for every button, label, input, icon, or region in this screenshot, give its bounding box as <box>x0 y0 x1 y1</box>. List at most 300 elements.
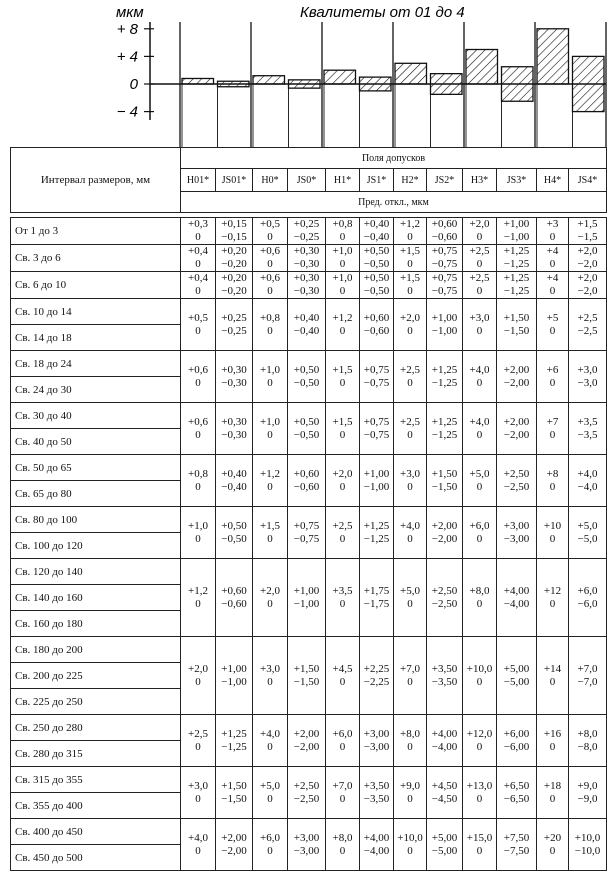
deviation-cell <box>497 559 537 637</box>
lower-deviation: 0 <box>407 376 413 389</box>
deviation-cell <box>569 767 607 819</box>
upper-deviation: +16 <box>543 727 562 740</box>
upper-deviation: +1,0 <box>260 415 280 428</box>
upper-deviation: +1,25 <box>503 245 530 257</box>
deviation-cell <box>326 403 360 455</box>
lower-deviation: 0 <box>267 231 273 243</box>
deviation-cell <box>394 351 427 403</box>
upper-deviation: +14 <box>543 662 562 675</box>
deviation-cell <box>569 559 607 637</box>
upper-deviation: +0,5 <box>188 311 208 324</box>
interval-label: Св. 355 до 400 <box>11 792 180 818</box>
tolerance-code: JS1* <box>360 169 394 192</box>
upper-deviation: +0,8 <box>188 467 208 480</box>
deviation-cell <box>253 819 288 871</box>
upper-deviation: +5,00 <box>431 831 458 844</box>
deviation-cell <box>360 507 394 559</box>
deviation-cell <box>360 351 394 403</box>
upper-deviation: +6,0 <box>260 831 280 844</box>
table-row <box>11 637 607 715</box>
deviation-cell <box>497 299 537 351</box>
upper-deviation: +0,30 <box>221 415 247 428</box>
deviation-cell <box>181 715 216 767</box>
upper-deviation: +0,6 <box>260 272 280 284</box>
tolerance-bar-js2 <box>431 74 463 95</box>
upper-deviation: +1,2 <box>188 584 208 597</box>
upper-deviation: +1,0 <box>188 519 208 532</box>
deviation-cell <box>181 218 216 245</box>
lower-deviation: −0,20 <box>221 285 247 297</box>
deviation-cell <box>569 245 607 272</box>
lower-deviation: 0 <box>339 597 346 610</box>
deviation-cell <box>427 455 463 507</box>
upper-deviation: +1,2 <box>260 467 280 480</box>
lower-deviation: −0,75 <box>431 285 458 297</box>
upper-deviation: +1,50 <box>503 311 530 324</box>
lower-deviation: −3,00 <box>503 532 530 545</box>
deviation-cell <box>216 637 253 715</box>
deviation-cell <box>537 403 569 455</box>
lower-deviation: 0 <box>339 792 346 805</box>
interval-cell <box>11 245 181 272</box>
deviation-cell <box>394 403 427 455</box>
upper-deviation: +2,00 <box>221 831 247 844</box>
upper-deviation: +0,75 <box>293 519 320 532</box>
lower-deviation: 0 <box>476 285 483 297</box>
upper-deviation: +3,0 <box>577 363 598 376</box>
tolerance-diagram <box>0 0 614 148</box>
lower-deviation: −3,50 <box>363 792 390 805</box>
deviation-cell <box>288 272 326 299</box>
lower-deviation: −2,00 <box>293 740 320 753</box>
lower-deviation: 0 <box>339 675 346 688</box>
lower-deviation: −2,5 <box>577 324 598 337</box>
lower-deviation: −5,00 <box>431 844 458 857</box>
upper-deviation: +1,0 <box>332 272 353 284</box>
lower-deviation: −0,50 <box>363 285 390 297</box>
deviation-cell <box>253 637 288 715</box>
upper-deviation: +1,00 <box>221 662 247 675</box>
upper-deviation: +10,0 <box>466 662 493 675</box>
upper-deviation: +1,5 <box>577 218 598 230</box>
lower-deviation: 0 <box>195 740 201 753</box>
lower-deviation: 0 <box>549 324 556 337</box>
deviation-cell <box>394 767 427 819</box>
upper-deviation: +2,00 <box>503 415 530 428</box>
interval-label: Св. 14 до 18 <box>11 324 180 350</box>
upper-deviation: +3,0 <box>469 311 490 324</box>
interval-label: Св. 6 до 10 <box>15 278 67 291</box>
lower-deviation: −0,60 <box>363 324 390 337</box>
upper-deviation: +4,00 <box>503 584 530 597</box>
lower-deviation: 0 <box>339 740 346 753</box>
upper-deviation: +1,25 <box>431 363 458 376</box>
deviation-cell <box>497 351 537 403</box>
deviation-cell <box>427 351 463 403</box>
interval-cell <box>11 455 181 507</box>
deviation-cell <box>326 351 360 403</box>
upper-deviation: +0,40 <box>221 467 247 480</box>
upper-deviation: +5,0 <box>469 467 490 480</box>
upper-deviation: +12,0 <box>466 727 493 740</box>
upper-deviation: +0,8 <box>260 311 280 324</box>
upper-deviation: +2,50 <box>503 467 530 480</box>
interval-label: Св. 160 до 180 <box>11 610 180 636</box>
deviation-cell <box>360 245 394 272</box>
upper-deviation: +4,0 <box>577 467 598 480</box>
deviation-cell <box>288 455 326 507</box>
lower-deviation: 0 <box>195 480 201 493</box>
lower-deviation: −0,75 <box>363 428 390 441</box>
lower-deviation: −6,0 <box>577 597 598 610</box>
deviation-cell <box>181 559 216 637</box>
interval-label: Св. 120 до 140 <box>15 565 83 578</box>
lower-deviation: 0 <box>407 324 413 337</box>
lower-deviation: 0 <box>476 231 483 243</box>
deviation-cell <box>253 351 288 403</box>
upper-deviation: +2,50 <box>293 779 320 792</box>
upper-deviation: +10,0 <box>574 831 601 844</box>
lower-deviation: −0,15 <box>221 231 247 243</box>
lower-deviation: 0 <box>476 792 483 805</box>
lower-deviation: 0 <box>267 480 273 493</box>
deviation-cell <box>181 272 216 299</box>
upper-deviation: +1,0 <box>260 363 280 376</box>
tolerance-code: JS01* <box>216 169 253 192</box>
upper-deviation: +2,0 <box>469 218 490 230</box>
lower-deviation: 0 <box>476 428 483 441</box>
lower-deviation: 0 <box>407 480 413 493</box>
upper-deviation: +0,3 <box>188 218 208 230</box>
lower-deviation: −3,5 <box>577 428 598 441</box>
lower-deviation: 0 <box>549 376 556 389</box>
lower-deviation: −1,00 <box>293 597 320 610</box>
lower-deviation: 0 <box>549 231 556 243</box>
upper-deviation: +3,00 <box>363 727 390 740</box>
deviation-cell <box>360 272 394 299</box>
lower-deviation: −5,00 <box>503 675 530 688</box>
upper-deviation: +0,75 <box>363 415 390 428</box>
lower-deviation: 0 <box>195 324 201 337</box>
upper-deviation: +5,0 <box>260 779 280 792</box>
interval-cell <box>11 715 181 767</box>
lower-deviation: 0 <box>267 324 273 337</box>
deviation-cell <box>497 272 537 299</box>
deviation-cell <box>537 715 569 767</box>
lower-deviation: −0,25 <box>221 324 247 337</box>
lower-deviation: −0,30 <box>293 258 320 270</box>
deviation-cell <box>326 245 360 272</box>
lower-deviation: −1,00 <box>431 324 458 337</box>
lower-deviation: −1,25 <box>503 258 530 270</box>
upper-deviation: +3,50 <box>363 779 390 792</box>
diagram-title: Квалитеты от 01 до 4 <box>300 4 465 21</box>
upper-deviation: +5,00 <box>503 662 530 675</box>
deviation-cell <box>427 299 463 351</box>
deviation-cell <box>463 559 497 637</box>
upper-deviation: +1,5 <box>400 245 420 257</box>
deviation-cell <box>537 559 569 637</box>
upper-deviation: +0,50 <box>221 519 247 532</box>
lower-deviation: −0,60 <box>293 480 320 493</box>
upper-deviation: +2,5 <box>577 311 598 324</box>
lower-deviation: 0 <box>407 428 413 441</box>
deviation-cell <box>427 767 463 819</box>
deviation-cell <box>537 507 569 559</box>
upper-deviation: +8,0 <box>400 727 420 740</box>
lower-deviation: −0,60 <box>221 597 247 610</box>
upper-deviation: +1,25 <box>431 415 458 428</box>
deviation-cell <box>569 272 607 299</box>
deviation-cell <box>253 299 288 351</box>
lower-deviation: 0 <box>549 285 556 297</box>
tolerance-code: H1* <box>326 169 360 192</box>
lower-deviation: −1,00 <box>363 480 390 493</box>
lower-deviation: −3,50 <box>431 675 458 688</box>
lower-deviation: 0 <box>339 480 346 493</box>
upper-deviation: +1,00 <box>503 218 530 230</box>
deviation-cell <box>497 245 537 272</box>
lower-deviation: 0 <box>339 324 346 337</box>
deviation-cell <box>181 819 216 871</box>
deviation-cell <box>394 819 427 871</box>
upper-deviation: +2,0 <box>260 584 280 597</box>
upper-deviation: +4,0 <box>400 519 420 532</box>
lower-deviation: −0,30 <box>293 285 320 297</box>
deviation-cell <box>463 299 497 351</box>
upper-deviation: +4,0 <box>260 727 280 740</box>
lower-deviation: −4,0 <box>577 480 598 493</box>
lower-deviation: 0 <box>267 428 273 441</box>
upper-deviation: +2,5 <box>332 519 353 532</box>
lower-deviation: −1,50 <box>221 792 247 805</box>
upper-deviation: +4,5 <box>332 662 353 675</box>
lower-deviation: 0 <box>195 258 201 270</box>
upper-deviation: +4,0 <box>188 831 208 844</box>
lower-deviation: −2,0 <box>577 285 598 297</box>
lower-deviation: 0 <box>195 675 201 688</box>
deviation-cell <box>288 299 326 351</box>
upper-deviation: +1,25 <box>363 519 390 532</box>
upper-deviation: +1,2 <box>400 218 420 230</box>
deviation-cell <box>497 403 537 455</box>
upper-deviation: +2,25 <box>363 662 390 675</box>
upper-deviation: +9,0 <box>400 779 420 792</box>
upper-deviation: +2,5 <box>400 363 420 376</box>
table-row <box>11 767 607 819</box>
table-row <box>11 299 607 351</box>
deviation-cell <box>537 767 569 819</box>
interval-label: Св. 225 до 250 <box>11 688 180 714</box>
upper-deviation: +18 <box>543 779 562 792</box>
upper-deviation: +1,5 <box>260 519 280 532</box>
lower-deviation: −0,50 <box>363 258 390 270</box>
tolerance-bar-h0 <box>253 76 285 84</box>
deviation-cell <box>181 507 216 559</box>
deviation-cell <box>288 403 326 455</box>
upper-deviation: +3,00 <box>293 831 320 844</box>
lower-deviation: −1,25 <box>221 740 247 753</box>
deviation-cell <box>360 455 394 507</box>
upper-deviation: +6 <box>546 363 559 376</box>
upper-deviation: +1,00 <box>293 584 320 597</box>
deviation-cell <box>253 715 288 767</box>
upper-deviation: +7,0 <box>400 662 420 675</box>
deviation-cell <box>216 403 253 455</box>
lower-deviation: −0,30 <box>221 428 247 441</box>
lower-deviation: −1,25 <box>431 428 458 441</box>
upper-deviation: +2,0 <box>188 662 208 675</box>
table-row <box>11 351 607 403</box>
deviation-cell <box>216 218 253 245</box>
interval-label: Св. 400 до 450 <box>15 825 83 838</box>
lower-deviation: 0 <box>267 844 273 857</box>
interval-cell <box>11 767 181 819</box>
table-row <box>11 403 607 455</box>
lower-deviation: 0 <box>549 675 556 688</box>
deviation-cell <box>427 245 463 272</box>
deviation-cell <box>326 819 360 871</box>
upper-deviation: +2,00 <box>431 519 458 532</box>
lower-deviation: 0 <box>339 428 346 441</box>
interval-label: Св. 30 до 40 <box>15 409 72 422</box>
lower-deviation: 0 <box>195 428 201 441</box>
upper-deviation: +1,50 <box>293 662 320 675</box>
upper-deviation: +0,30 <box>221 363 247 376</box>
interval-label: Св. 80 до 100 <box>15 513 78 526</box>
deviation-cell <box>394 455 427 507</box>
interval-label: Св. 40 до 50 <box>11 428 180 454</box>
deviation-cell <box>216 299 253 351</box>
lower-deviation: 0 <box>267 285 273 297</box>
lower-deviation: 0 <box>476 532 483 545</box>
interval-cell <box>11 403 181 455</box>
lower-deviation: −4,00 <box>431 740 458 753</box>
upper-deviation: +1,0 <box>332 245 353 257</box>
lower-deviation: −6,50 <box>503 792 530 805</box>
tolerance-table <box>10 147 607 871</box>
lower-deviation: −1,75 <box>363 597 390 610</box>
deviation-cell <box>537 351 569 403</box>
deviation-cell <box>288 559 326 637</box>
upper-deviation: +4 <box>546 245 559 257</box>
tolerance-code: JS2* <box>427 169 463 192</box>
interval-cell <box>11 218 181 245</box>
lower-deviation: −1,5 <box>577 231 598 243</box>
upper-deviation: +2,5 <box>469 272 490 284</box>
interval-label: Св. 18 до 24 <box>15 357 72 370</box>
lower-deviation: 0 <box>407 675 413 688</box>
deviation-cell <box>216 455 253 507</box>
lower-deviation: 0 <box>549 740 556 753</box>
lower-deviation: 0 <box>195 532 201 545</box>
deviation-cell <box>394 299 427 351</box>
lower-deviation: 0 <box>195 231 201 243</box>
interval-label: Св. 65 до 80 <box>11 480 180 506</box>
upper-deviation: +7,50 <box>503 831 530 844</box>
interval-header: Интервал размеров, мм <box>11 148 181 213</box>
deviation-cell <box>360 637 394 715</box>
lower-deviation: 0 <box>476 324 483 337</box>
deviation-cell <box>360 819 394 871</box>
deviation-cell <box>360 767 394 819</box>
deviation-cell <box>394 715 427 767</box>
deviation-cell <box>569 507 607 559</box>
upper-deviation: +0,20 <box>221 245 247 257</box>
upper-deviation: +3,0 <box>400 467 420 480</box>
upper-deviation: +2,50 <box>431 584 458 597</box>
lower-deviation: −0,20 <box>221 258 247 270</box>
upper-deviation: +0,8 <box>332 218 353 230</box>
lower-deviation: 0 <box>339 231 346 243</box>
upper-deviation: +3,5 <box>332 584 353 597</box>
deviation-cell <box>497 507 537 559</box>
deviation-cell <box>569 715 607 767</box>
lower-deviation: 0 <box>549 792 556 805</box>
lower-deviation: 0 <box>476 376 483 389</box>
deviation-cell <box>463 218 497 245</box>
lower-deviation: 0 <box>476 844 483 857</box>
upper-deviation: +2,0 <box>400 311 420 324</box>
deviation-cell <box>360 715 394 767</box>
lower-deviation: −7,50 <box>503 844 530 857</box>
upper-deviation: +7,0 <box>577 662 598 675</box>
lower-deviation: 0 <box>195 285 201 297</box>
upper-deviation: +2,0 <box>577 272 598 284</box>
lower-deviation: −0,30 <box>221 376 247 389</box>
upper-deviation: +3,00 <box>503 519 530 532</box>
upper-deviation: +0,60 <box>221 584 247 597</box>
upper-deviation: +8 <box>546 467 559 480</box>
tolerance-bar-h1 <box>324 70 356 84</box>
upper-deviation: +2,0 <box>332 467 353 480</box>
deviation-cell <box>253 767 288 819</box>
upper-deviation: +1,2 <box>332 311 353 324</box>
upper-deviation: +0,4 <box>188 272 208 284</box>
upper-deviation: +4,00 <box>363 831 390 844</box>
lower-deviation: −0,50 <box>221 532 247 545</box>
upper-deviation: +1,5 <box>332 415 353 428</box>
lower-deviation: −2,50 <box>293 792 320 805</box>
lower-deviation: −0,75 <box>293 532 320 545</box>
deviation-cell <box>497 637 537 715</box>
tolerance-code: H0* <box>253 169 288 192</box>
lower-deviation: −1,25 <box>503 285 530 297</box>
lower-deviation: 0 <box>476 597 483 610</box>
lower-deviation: −2,00 <box>221 844 247 857</box>
upper-deviation: +12 <box>543 584 562 597</box>
tolerance-bar-h01 <box>182 78 214 84</box>
lower-deviation: −10,0 <box>574 844 601 857</box>
deviation-cell <box>326 218 360 245</box>
deviation-cell <box>537 272 569 299</box>
deviation-cell <box>427 272 463 299</box>
upper-deviation: +20 <box>543 831 562 844</box>
deviation-cell <box>427 819 463 871</box>
upper-deviation: +0,4 <box>188 245 208 257</box>
upper-deviation: +0,6 <box>188 363 208 376</box>
y-tick-label: + 4 <box>116 48 138 66</box>
deviation-cell <box>326 559 360 637</box>
lower-deviation: −2,50 <box>431 597 458 610</box>
upper-deviation: +1,50 <box>431 467 458 480</box>
lower-deviation: 0 <box>407 532 413 545</box>
deviation-cell <box>537 218 569 245</box>
upper-deviation: +13,0 <box>466 779 493 792</box>
deviation-cell <box>394 272 427 299</box>
table-row <box>11 455 607 507</box>
lower-deviation: −0,40 <box>293 324 320 337</box>
